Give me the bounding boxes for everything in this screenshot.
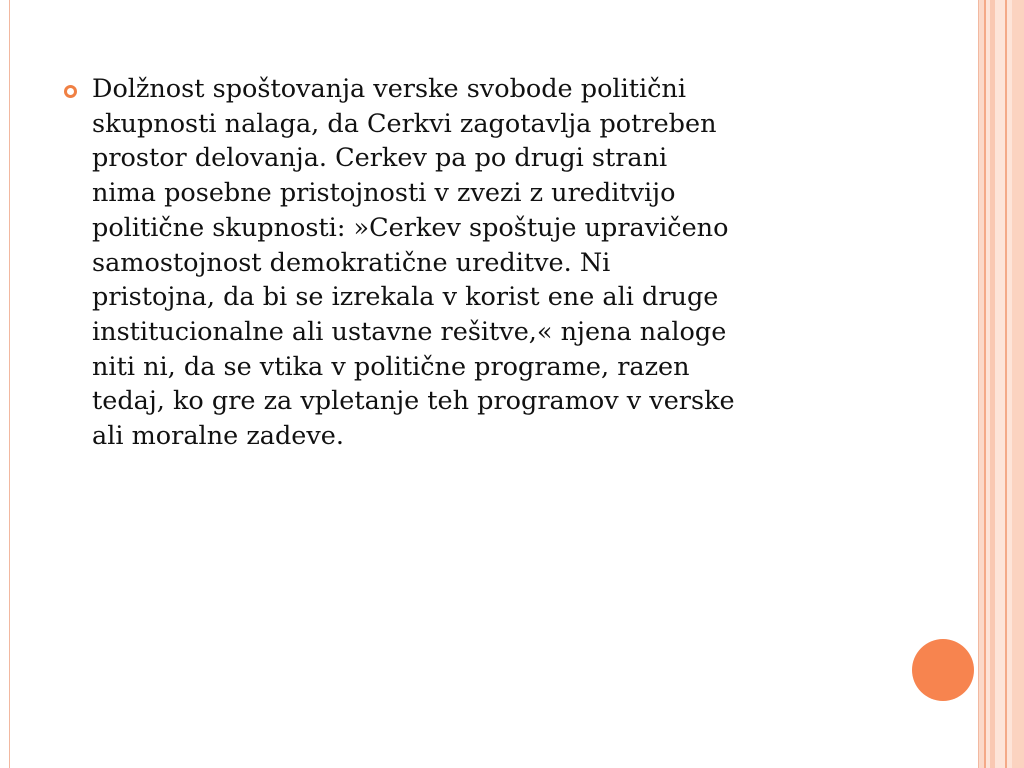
bullet-text: Dolžnost spoštovanja verske svobode politični skupnosti nalaga, da Cerkvi zagotavlja potreben prostor delovanja. Cerkev pa po drugi strani nima posebne pristojnosti v zvezi z ureditvijo politične skupnosti: »Cerkev spoštuje upravičeno samostojnost demokratične ureditve. Ni pristojna, da bi se izrekala v korist ene ali druge institucionalne ali ustavne rešitve,« njena naloge niti ni, da se vtika v politične programe, razen tedaj, ko gre za vpletanje teh programov v verske ali moralne zadeve. (92, 74, 735, 452)
slide-body (64, 72, 884, 454)
decorative-stripe (1012, 0, 1024, 768)
bullet-item (64, 72, 884, 454)
decorative-stripe (995, 0, 1005, 768)
decorative-circle-icon (912, 639, 974, 701)
ring-bullet-icon (64, 85, 77, 98)
